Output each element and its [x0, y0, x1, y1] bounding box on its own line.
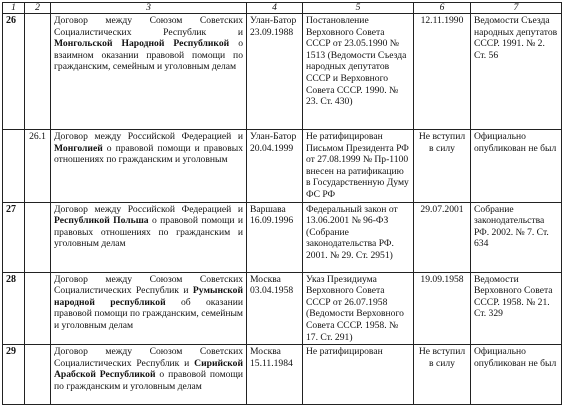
row-subnumber: [25, 14, 51, 130]
entry-into-force: 29.07.2001: [414, 202, 471, 272]
entry-into-force: 12.11.1990: [414, 14, 471, 130]
row-number: 29: [3, 345, 25, 405]
entry-into-force: Не вступил в силу: [414, 345, 471, 405]
treaty-name: Договор между Союзом Советских Социалистических Республик и Сирийской Арабской Республикой о правовой помощи по гражданским и уголовным делам: [51, 345, 247, 405]
header-cell: 5: [303, 3, 414, 14]
ratification: Не ратифицирован Письмом Президента РФ от 27.08.1999 № Пр-1100 внесен на ратификацию в Государственную Думу ФС РФ: [303, 130, 414, 203]
header-cell: 3: [51, 3, 247, 14]
treaty-table: [2, 2, 562, 405]
treaty-name: Договор между Союзом Советских Социалистических Республик и Румынской народной республикой об оказании правовой помощи по гражданским, семейным и уголовным делам: [51, 272, 247, 345]
ratification: Указ Президиума Верховного Совета СССР от 26.07.1958 (Ведомости Верховного Совета СССР. 1958. № 17. Ст. 291): [303, 272, 414, 345]
place-date: Улан-Батор 20.04.1999: [247, 130, 303, 203]
ratification: Постановление Верховного Совета СССР от 23.05.1990 № 1513 (Ведомости Съезда народных депутатов СССР и Верховного Совета СССР. 1990. № 23. Ст. 430): [303, 14, 414, 130]
row-subnumber: [25, 272, 51, 345]
place-date: Улан-Батор 23.09.1988: [247, 14, 303, 130]
header-cell: 1: [3, 3, 25, 14]
header-cell: 2: [25, 3, 51, 14]
header-cell: 4: [247, 3, 303, 14]
table-row: [3, 272, 562, 345]
table-row: [3, 14, 562, 130]
treaty-name: Договор между Российской Федерацией и Республикой Польша о правовой помощи и правовых отношениях по гражданским и уголовным делам: [51, 202, 247, 272]
row-subnumber: [25, 202, 51, 272]
publication: Официально опубликован не был: [471, 130, 562, 203]
publication: Ведомости Верховного Совета СССР. 1958. № 21. Ст. 329: [471, 272, 562, 345]
place-date: Варшава 16.09.1996: [247, 202, 303, 272]
row-number: 26: [3, 14, 25, 130]
table-row: [3, 130, 562, 203]
publication: Ведомости Съезда народных депутатов СССР. 1991. № 2. Ст. 56: [471, 14, 562, 130]
row-number: [3, 130, 25, 203]
header-cell: 7: [471, 3, 562, 14]
place-date: Москва 15.11.1984: [247, 345, 303, 405]
header-row: [3, 3, 562, 14]
row-subnumber: [25, 345, 51, 405]
row-number: 28: [3, 272, 25, 345]
table-row: [3, 345, 562, 405]
row-subnumber: 26.1: [25, 130, 51, 203]
publication: Собрание законодательства РФ. 2002. № 7. Ст. 634: [471, 202, 562, 272]
row-number: 27: [3, 202, 25, 272]
ratification: Федеральный закон от 13.06.2001 № 96-ФЗ (Собрание законодательства РФ. 2001. № 29. Ст. 2951): [303, 202, 414, 272]
ratification: Не ратифицирован: [303, 345, 414, 405]
place-date: Москва 03.04.1958: [247, 272, 303, 345]
header-cell: 6: [414, 3, 471, 14]
table-row: [3, 202, 562, 272]
publication: Официально опубликован не был: [471, 345, 562, 405]
entry-into-force: 19.09.1958: [414, 272, 471, 345]
treaty-name: Договор между Союзом Советских Социалистических Республик и Монгольской Народной Республикой о взаимном оказании правовой помощи по гражданским, семейным и уголовным делам: [51, 14, 247, 130]
entry-into-force: Не вступил в силу: [414, 130, 471, 203]
treaty-name: Договор между Российской Федерацией и Монголией о правовой помощи и правовых отношениях по гражданским и уголовным: [51, 130, 247, 203]
